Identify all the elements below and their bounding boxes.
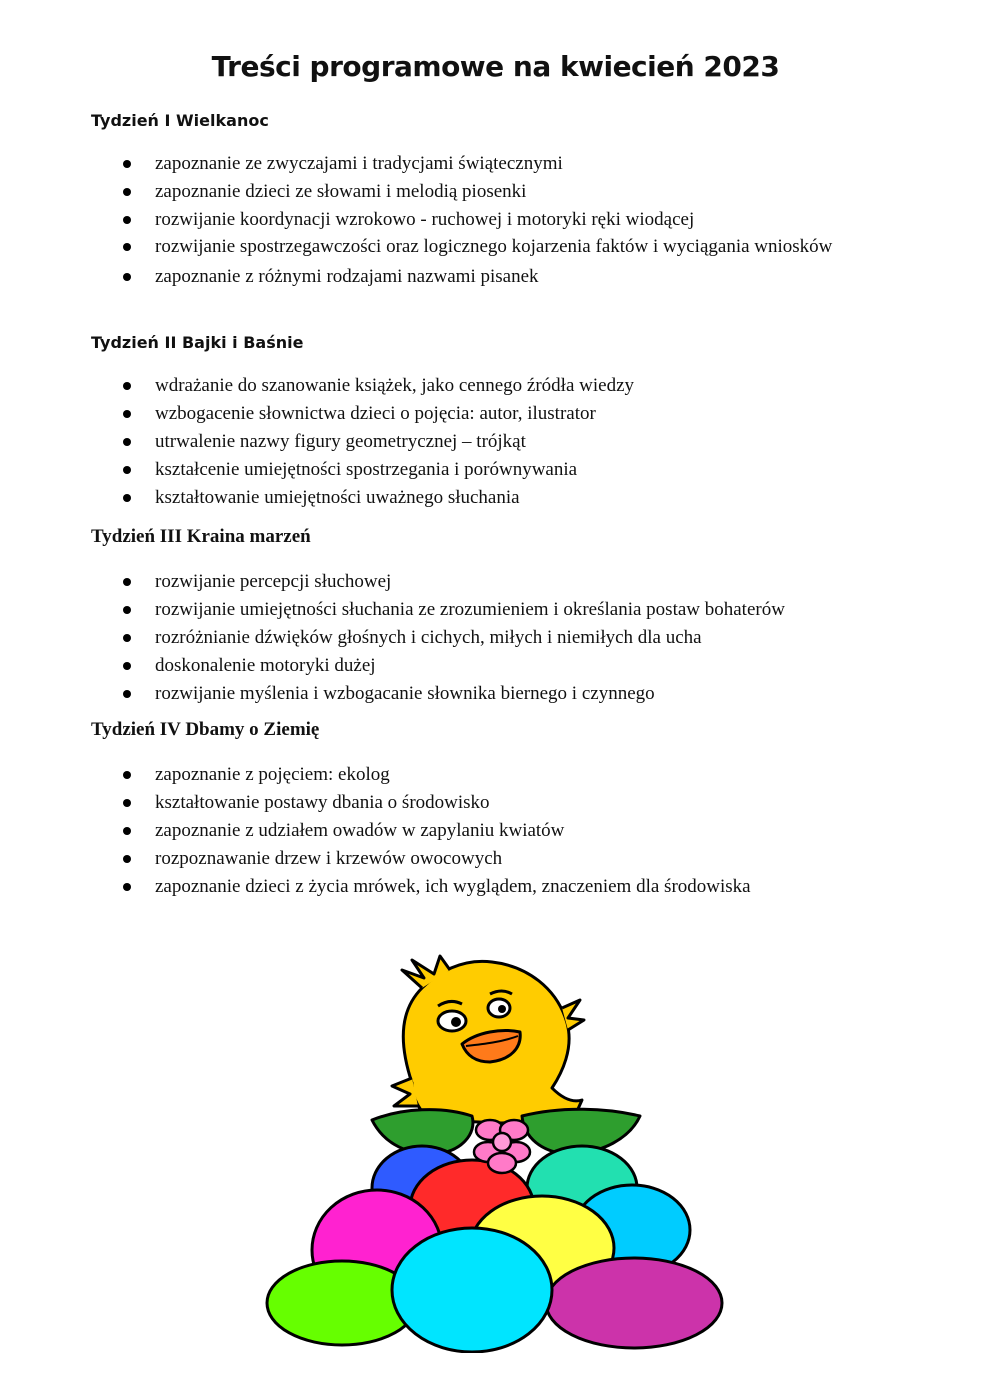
list-item: wzbogacenie słownictwa dzieci o pojęcia: autor, ilustrator — [91, 400, 911, 428]
bullet-icon — [123, 188, 131, 196]
bullet-icon — [123, 771, 131, 779]
list-item: doskonalenie motoryki dużej — [91, 652, 911, 680]
list-item: utrwalenie nazwy figury geometrycznej – trójkąt — [91, 428, 911, 456]
bullet-icon — [123, 662, 131, 670]
list-item: kształcenie umiejętności spostrzegania i porównywania — [91, 456, 911, 484]
list-item: zapoznanie dzieci ze słowami i melodią piosenki — [91, 178, 911, 206]
list-item: kształtowanie umiejętności uważnego słuchania — [91, 484, 911, 512]
week-2-section — [91, 333, 911, 512]
list-item: zapoznanie dzieci z życia mrówek, ich wyglądem, znaczeniem dla środowiska — [91, 873, 911, 901]
week-4-heading: Tydzień IV Dbamy o Ziemię — [91, 719, 320, 740]
list-item: rozwijanie koordynacji wzrokowo - ruchowej i motoryki ręki wiodącej — [91, 206, 911, 234]
week-1-heading: Tydzień I Wielkanoc — [91, 111, 269, 130]
bullet-icon — [123, 410, 131, 418]
week-3-list — [91, 568, 911, 708]
list-item: kształtowanie postawy dbania o środowisko — [91, 789, 911, 817]
list-item: rozpoznawanie drzew i krzewów owocowych — [91, 845, 911, 873]
list-item: rozwijanie percepcji słuchowej — [91, 568, 911, 596]
bullet-icon — [123, 243, 131, 251]
list-item: zapoznanie z różnymi rodzajami nazwami pisanek — [91, 263, 911, 291]
week-3-section — [91, 526, 911, 708]
week-4-section — [91, 719, 911, 901]
bullet-icon — [123, 606, 131, 614]
bullet-icon — [123, 883, 131, 891]
week-3-heading: Tydzień III Kraina marzeń — [91, 526, 311, 547]
week-2-list — [91, 372, 911, 512]
list-item: wdrażanie do szanowanie książek, jako cennego źródła wiedzy — [91, 372, 911, 400]
bullet-icon — [123, 216, 131, 224]
week-1-section — [91, 111, 911, 291]
list-item: rozwijanie umiejętności słuchania ze zrozumieniem i określania postaw bohaterów — [91, 596, 911, 624]
egg-purple — [546, 1258, 722, 1348]
bullet-icon — [123, 634, 131, 642]
bullet-icon — [123, 438, 131, 446]
bullet-icon — [123, 382, 131, 390]
bullet-icon — [123, 690, 131, 698]
list-item: rozwijanie spostrzegawczości oraz logicznego kojarzenia faktów i wyciągania wniosków — [91, 234, 911, 260]
week-4-list — [91, 761, 911, 901]
week-1-list — [91, 150, 911, 291]
list-item: rozróżnianie dźwięków głośnych i cichych, miłych i niemiłych dla ucha — [91, 624, 911, 652]
list-item: zapoznanie z udziałem owadów w zapylaniu kwiatów — [91, 817, 911, 845]
list-item: zapoznanie z pojęciem: ekolog — [91, 761, 911, 789]
egg-cyan — [392, 1228, 552, 1352]
list-item: zapoznanie ze zwyczajami i tradycjami świątecznymi — [91, 150, 911, 178]
list-item: rozwijanie myślenia i wzbogacanie słownika biernego i czynnego — [91, 680, 911, 708]
bullet-icon — [123, 799, 131, 807]
bullet-icon — [123, 494, 131, 502]
bullet-icon — [123, 160, 131, 168]
page-title: Treści programowe na kwiecień 2023 — [211, 50, 780, 83]
week-2-heading: Tydzień II Bajki i Baśnie — [91, 333, 304, 352]
bullet-icon — [123, 827, 131, 835]
easter-chick-on-eggs-icon — [262, 948, 728, 1353]
bullet-icon — [123, 578, 131, 586]
bullet-icon — [123, 855, 131, 863]
bullet-icon — [123, 466, 131, 474]
bullet-icon — [123, 273, 131, 281]
